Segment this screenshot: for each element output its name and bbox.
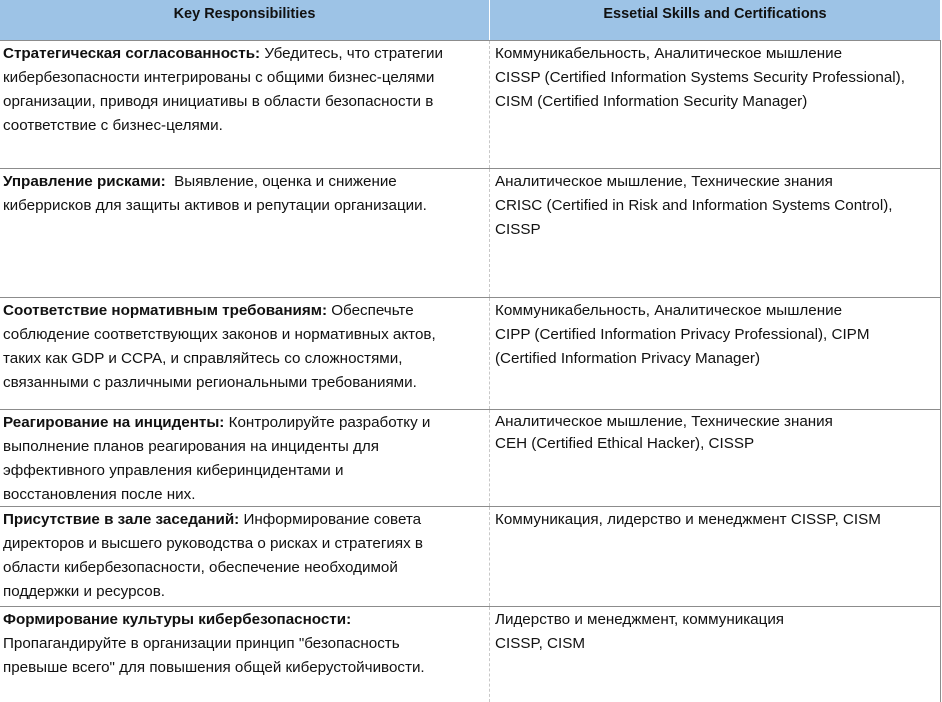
responsibility-cell (0, 298, 490, 409)
responsibility-text: восстановления после них. (3, 486, 196, 503)
responsibility-text: Контролируйте разработку и (224, 414, 431, 431)
certifications-text: CISSP (Certified Information Systems Security Professional), (495, 69, 905, 86)
certifications-text: (Certified Information Privacy Manager) (495, 350, 761, 367)
skills-text: Аналитическое мышление, Технические знания (495, 413, 833, 430)
responsibility-title: Соответствие нормативным требованиям: (3, 302, 328, 319)
responsibility-title: Формирование культуры кибербезопасности: (3, 611, 352, 628)
responsibility-text: кибербезопасности интегрированы с общими бизнес-целями (3, 69, 435, 86)
skills-cell (491, 298, 941, 409)
skills-text: Коммуникабельность, Аналитическое мышление (495, 45, 843, 62)
responsibility-text: эффективного управления киберинцидентами и (3, 462, 344, 479)
responsibility-text: директоров и высшего руководства о рисках и стратегиях в (3, 535, 423, 552)
responsibility-title: Реагирование на инциденты: (3, 414, 225, 431)
responsibility-text: соблюдение соответствующих законов и нормативных актов, (3, 326, 436, 343)
table-row (0, 168, 941, 297)
responsibility-cell (0, 41, 490, 168)
skills-cell (491, 41, 941, 168)
responsibility-text: Информирование совета (239, 511, 422, 528)
responsibility-cell (0, 410, 490, 506)
responsibility-text: Пропагандируйте в организации принцип "безопасность (3, 635, 400, 652)
certifications-text: CISSP, CISM (495, 635, 586, 652)
responsibility-text: соответствие с бизнес-целями. (3, 117, 223, 134)
responsibility-text: Обеспечьте (327, 302, 414, 319)
table-row (0, 606, 941, 702)
responsibility-text: таких как GDP и CCPA, и справляйтесь со сложностями, (3, 350, 403, 367)
responsibility-cell (0, 507, 490, 606)
certifications-text: CIPP (Certified Information Privacy Professional), CIPM (495, 326, 870, 343)
responsibility-text: организации, приводя инициативы в области безопасности в (3, 93, 434, 110)
responsibility-cell (0, 169, 490, 297)
responsibility-text: выполнение планов реагирования на инциденты для (3, 438, 379, 455)
table-row (0, 297, 941, 409)
responsibility-cell (0, 607, 490, 702)
responsibility-text: области кибербезопасности, обеспечение необходимой (3, 559, 398, 576)
skills-text: Коммуникабельность, Аналитическое мышление (495, 302, 843, 319)
skills-text: Аналитическое мышление, Технические знания (495, 173, 833, 190)
responsibility-text: связанными с различными региональными требованиями. (3, 374, 417, 391)
table-row (0, 409, 941, 506)
skills-text: Лидерство и менеджмент, коммуникация (495, 611, 785, 628)
skills-cell (491, 169, 941, 297)
skills-text: Коммуникация, лидерство и менеджмент CISSP, CISM (495, 511, 881, 528)
responsibility-title: Управление рисками: (3, 173, 166, 190)
certifications-text: CEH (Certified Ethical Hacker), CISSP (495, 435, 755, 452)
table-row (0, 506, 941, 606)
responsibility-text: Убедитесь, что стратегии (260, 45, 444, 62)
responsibility-title: Стратегическая согласованность: (3, 45, 261, 62)
table-row (0, 40, 941, 168)
certifications-text: CISSP (495, 221, 541, 238)
responsibility-text: превыше всего" для повышения общей киберустойчивости. (3, 659, 425, 676)
header-key-responsibilities: Key Responsibilities (0, 0, 490, 40)
responsibility-title: Присутствие в зале заседаний: (3, 511, 240, 528)
skills-cell (491, 507, 941, 606)
certifications-text: CISM (Certified Information Security Manager) (495, 93, 808, 110)
skills-cell (491, 607, 941, 702)
skills-cell (491, 410, 941, 506)
responsibility-text: киберрисков для защиты активов и репутации организации. (3, 197, 427, 214)
responsibility-text: поддержки и ресурсов. (3, 583, 166, 600)
certifications-text: CRISC (Certified in Risk and Information Systems Control), (495, 197, 893, 214)
responsibility-text: Выявление, оценка и снижение (165, 173, 397, 190)
header-essential-skills: Essetial Skills and Certifications (490, 0, 941, 40)
